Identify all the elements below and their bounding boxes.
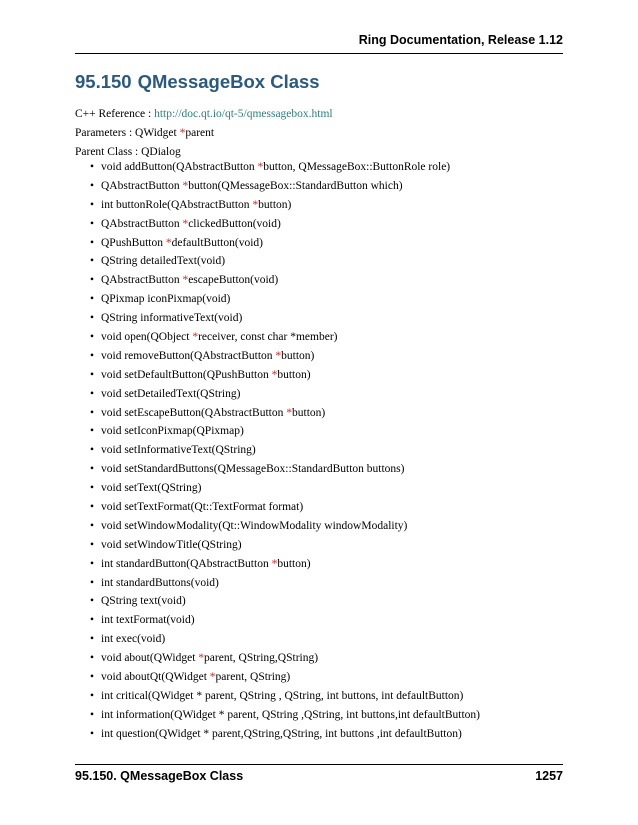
method-item	[90, 271, 480, 290]
method-signature-start: void open(QObject	[101, 331, 193, 344]
method-signature-start: int critical(QWidget * parent, QString , QString, int buttons, int defaultButton)	[101, 689, 464, 702]
method-item	[90, 366, 480, 385]
pointer-star: *	[286, 406, 292, 419]
method-signature-start: QPushButton	[101, 236, 166, 249]
method-item	[90, 158, 480, 177]
method-signature-start: int exec(void)	[101, 633, 166, 646]
method-signature-start: void setDetailedText(QString)	[101, 387, 241, 400]
method-signature-start: int standardButtons(void)	[101, 576, 219, 589]
pointer-star: *	[182, 179, 189, 192]
method-signature-end: button)	[258, 198, 292, 211]
method-item	[90, 215, 480, 234]
method-signature-start: int textFormat(void)	[101, 614, 195, 627]
page-number: 1257	[535, 769, 563, 783]
method-item	[90, 252, 480, 271]
method-item	[90, 536, 480, 555]
method-signature-start: void aboutQt(QWidget	[101, 671, 210, 684]
method-item	[90, 574, 480, 593]
method-signature-start: QAbstractButton	[101, 179, 183, 192]
pointer-star: *	[179, 127, 186, 139]
pointer-star: *	[271, 557, 278, 570]
method-item	[90, 649, 480, 668]
method-signature-end: button(QMessageBox::StandardButton which)	[188, 179, 403, 192]
parent-class-line: Parent Class : QDialog	[75, 146, 181, 158]
pointer-star: *	[182, 274, 189, 287]
header-divider	[75, 53, 563, 54]
method-signature-start: void setEscapeButton(QAbstractButton	[101, 406, 287, 419]
method-signature-start: QString text(void)	[101, 595, 186, 608]
method-item	[90, 196, 480, 215]
method-item	[90, 687, 480, 706]
parameters-line	[75, 127, 214, 139]
method-signature-end: button)	[281, 349, 315, 362]
method-signature-start: void addButton(QAbstractButton	[101, 161, 258, 173]
pointer-star: *	[198, 652, 205, 665]
pointer-star: *	[192, 331, 199, 344]
method-signature-end: button)	[277, 368, 311, 381]
method-signature-end: escapeButton(void)	[188, 274, 279, 287]
method-signature-start: void setDefaultButton(QPushButton	[101, 368, 272, 381]
method-item	[90, 404, 480, 423]
method-item	[90, 555, 480, 574]
method-item	[90, 630, 480, 649]
method-signature-end: parent, QString,QString)	[204, 652, 319, 665]
method-item	[90, 460, 480, 479]
method-signature-start: void about(QWidget	[101, 652, 199, 665]
method-signature-end: button)	[277, 557, 311, 570]
method-signature-start: void setStandardButtons(QMessageBox::StandardButton buttons)	[101, 463, 405, 476]
method-item	[90, 347, 480, 366]
method-list	[90, 158, 480, 744]
method-item	[90, 517, 480, 536]
method-signature-start: QPixmap iconPixmap(void)	[101, 293, 231, 306]
method-signature-start: void setText(QString)	[101, 482, 202, 495]
footer-section: 95.150. QMessageBox Class	[75, 769, 244, 783]
method-signature-end: button)	[292, 406, 326, 419]
pointer-star: *	[209, 671, 216, 684]
pointer-star: *	[275, 349, 282, 362]
running-header-title: Ring Documentation, Release 1.12	[358, 33, 563, 47]
method-item	[90, 422, 480, 441]
pointer-star: *	[182, 217, 189, 230]
method-item	[90, 234, 480, 253]
method-signature-start: void setWindowModality(Qt::WindowModality windowModality)	[101, 519, 408, 532]
pointer-star: *	[165, 236, 172, 249]
method-signature-end: parent, QString)	[215, 671, 291, 684]
method-item	[90, 498, 480, 517]
method-signature-start: QString informativeText(void)	[101, 312, 243, 325]
method-signature-start: int information(QWidget * parent, QString ,QString, int buttons,int defaultButton)	[101, 708, 480, 721]
method-item	[90, 592, 480, 611]
pointer-star: *	[252, 198, 259, 211]
parameters-label: Parameters : QWidget	[75, 127, 180, 139]
method-signature-start: void removeButton(QAbstractButton	[101, 349, 276, 362]
section-number: 95.150	[75, 71, 132, 92]
method-signature-start: QAbstractButton	[101, 274, 183, 287]
method-signature-end: button, QMessageBox::ButtonRole role)	[263, 161, 451, 173]
method-item	[90, 706, 480, 725]
method-item	[90, 177, 480, 196]
method-item	[90, 328, 480, 347]
cpp-reference-link[interactable]: http://doc.qt.io/qt-5/qmessagebox.html	[154, 108, 333, 120]
method-item	[90, 290, 480, 309]
method-item	[90, 611, 480, 630]
method-signature-start: int standardButton(QAbstractButton	[101, 557, 272, 570]
method-item	[90, 441, 480, 460]
pointer-star: *	[271, 368, 278, 381]
method-item	[90, 479, 480, 498]
method-signature-start: QString detailedText(void)	[101, 255, 226, 268]
method-signature-end: defaultButton(void)	[171, 236, 263, 249]
method-item	[90, 725, 480, 744]
parameters-value: parent	[185, 127, 215, 139]
method-signature-start: int buttonRole(QAbstractButton	[101, 198, 253, 211]
method-signature-end: clickedButton(void)	[188, 217, 281, 230]
method-signature-start: void setWindowTitle(QString)	[101, 538, 242, 551]
cpp-reference-label: C++ Reference :	[75, 108, 155, 120]
method-signature-start: void setTextFormat(Qt::TextFormat format)	[101, 501, 304, 514]
method-signature-start: int question(QWidget * parent,QString,QString, int buttons ,int defaultButton)	[101, 727, 462, 740]
method-item	[90, 385, 480, 404]
method-signature-start: void setInformativeText(QString)	[101, 444, 256, 457]
method-signature-start: QAbstractButton	[101, 217, 183, 230]
footer-divider	[75, 764, 563, 765]
method-signature-start: void setIconPixmap(QPixmap)	[101, 425, 244, 438]
cpp-reference-line	[75, 108, 333, 120]
pointer-star: *	[257, 161, 264, 173]
method-item	[90, 668, 480, 687]
method-signature-end: receiver, const char *member)	[198, 331, 338, 344]
method-item	[90, 309, 480, 328]
section-heading	[75, 71, 320, 93]
section-title-text: QMessageBox Class	[137, 71, 320, 92]
